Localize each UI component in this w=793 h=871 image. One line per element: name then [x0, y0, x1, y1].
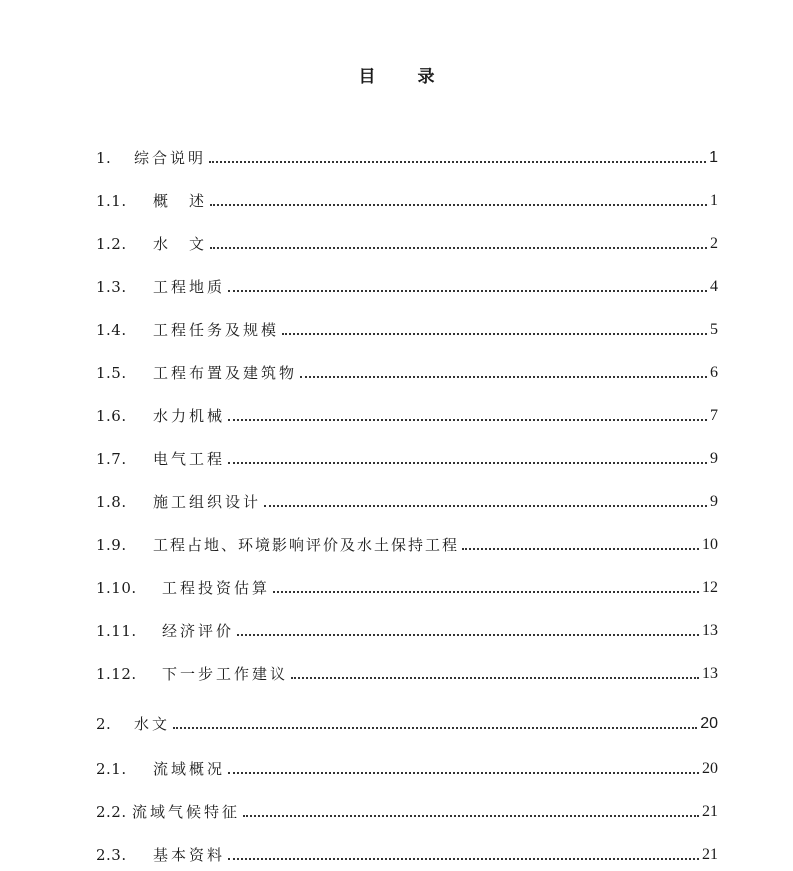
toc-entry-page: 12: [702, 579, 718, 596]
toc-entry-page: 21: [702, 803, 718, 820]
toc-entry[interactable]: [96, 704, 718, 734]
toc-leader-dots: [237, 634, 699, 636]
toc-entry[interactable]: [96, 353, 718, 383]
toc-entry-page: 5: [710, 321, 718, 338]
toc-entry-page: 9: [710, 450, 718, 467]
toc-leader-dots: [228, 419, 707, 421]
toc-entry-page: 10: [702, 536, 718, 553]
toc-entry-page: 4: [710, 278, 718, 295]
toc-entry-page: 6: [710, 364, 718, 381]
toc-entry-label: 水文: [134, 715, 171, 733]
toc-entry-label: 工程布置及建筑物: [153, 364, 298, 382]
toc-entry[interactable]: [96, 267, 718, 297]
toc-entry[interactable]: [96, 310, 718, 340]
toc-entry-label: 水 文: [153, 235, 208, 253]
toc-entry[interactable]: [96, 439, 718, 469]
toc-entry-number: 1.9.: [96, 536, 127, 554]
toc-entry-page: 2: [710, 235, 718, 252]
toc-entry-page: 1: [710, 192, 718, 209]
toc-entry-number: 1.2.: [96, 235, 127, 253]
toc-leader-dots: [462, 548, 699, 550]
toc-leader-dots: [291, 677, 699, 679]
toc-entry[interactable]: [96, 611, 718, 641]
toc-entry-label: 经济评价: [162, 622, 235, 640]
toc-entry-label: 工程地质: [153, 278, 226, 296]
toc-entry-label: 流域概况: [153, 760, 226, 778]
toc-entry-label: 流域气候特征: [132, 803, 241, 821]
toc-leader-dots: [273, 591, 699, 593]
toc-entry-number: 1.: [96, 149, 112, 167]
toc-entry[interactable]: [96, 525, 718, 555]
toc-entry-page: 20: [700, 715, 718, 732]
toc-entry[interactable]: [96, 835, 718, 865]
toc-entry-number: 1.10.: [96, 579, 137, 597]
toc-entry[interactable]: [96, 138, 718, 168]
toc-entry-page: 9: [710, 493, 718, 510]
toc-entry-number: 2.2.: [96, 803, 127, 821]
toc-entry-number: 1.5.: [96, 364, 127, 382]
toc-entry-page: 21: [702, 846, 718, 863]
toc-entry[interactable]: [96, 181, 718, 211]
toc-entry-number: 1.7.: [96, 450, 127, 468]
toc-entry-number: 1.4.: [96, 321, 127, 339]
toc-entry-label: 综合说明: [134, 149, 207, 167]
toc-entry[interactable]: [96, 654, 718, 684]
toc-entry-number: 1.1.: [96, 192, 127, 210]
toc-leader-dots: [228, 462, 707, 464]
toc-entry-number: 2.3.: [96, 846, 127, 864]
toc-entry[interactable]: [96, 224, 718, 254]
toc-leader-dots: [264, 505, 707, 507]
toc-entry-label: 水力机械: [153, 407, 226, 425]
toc-leader-dots: [228, 858, 699, 860]
toc-entry-page: 1: [709, 149, 718, 166]
toc-entry-page: 20: [702, 760, 718, 777]
toc-leader-dots: [243, 815, 699, 817]
toc-entry[interactable]: [96, 482, 718, 512]
toc-title: 目 录: [358, 67, 453, 87]
toc-entry-number: 2.1.: [96, 760, 127, 778]
toc-leader-dots: [228, 772, 699, 774]
toc-entry[interactable]: [96, 749, 718, 779]
toc-entry[interactable]: [96, 792, 718, 822]
toc-entry-label: 工程占地、环境影响评价及水土保持工程: [153, 536, 460, 554]
toc-entry-label: 工程投资估算: [162, 579, 271, 597]
toc-entry-number: 1.11.: [96, 622, 137, 640]
toc-entry-label: 基本资料: [153, 846, 226, 864]
toc-entry-number: 1.12.: [96, 665, 137, 683]
toc-entry[interactable]: [96, 568, 718, 598]
toc-entry[interactable]: [96, 396, 718, 426]
toc-leader-dots: [173, 727, 697, 729]
toc-entry-page: 13: [702, 665, 718, 682]
toc-entry-label: 工程任务及规模: [153, 321, 280, 339]
toc-entry-label: 施工组织设计: [153, 493, 262, 511]
toc-leader-dots: [282, 333, 707, 335]
toc-entry-number: 1.8.: [96, 493, 127, 511]
toc-entry-label: 下一步工作建议: [162, 665, 289, 683]
toc-leader-dots: [210, 204, 707, 206]
toc-leader-dots: [210, 247, 707, 249]
toc-entry-page: 7: [710, 407, 718, 424]
toc-leader-dots: [209, 161, 706, 163]
toc-entry-label: 概 述: [153, 192, 208, 210]
toc-entry-number: 2.: [96, 715, 112, 733]
toc-entry-number: 1.3.: [96, 278, 127, 296]
toc-leader-dots: [300, 376, 707, 378]
toc-entry-number: 1.6.: [96, 407, 127, 425]
toc-leader-dots: [228, 290, 707, 292]
toc-entry-label: 电气工程: [153, 450, 226, 468]
toc-entry-page: 13: [702, 622, 718, 639]
